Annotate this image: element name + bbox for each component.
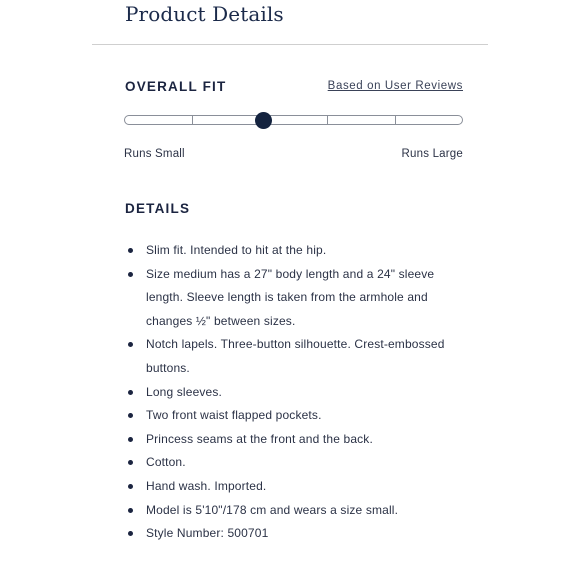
title-divider [92,44,488,45]
details-list-item [128,239,468,263]
details-heading: DETAILS [125,201,191,216]
bullet-icon [128,248,133,253]
details-item-text: Style Number: 500701 [146,526,269,541]
details-list-item [128,475,468,499]
bullet-icon [128,508,133,513]
fit-scale-track [124,115,463,125]
fit-scale-tick [327,116,328,124]
bullet-icon [128,272,133,277]
bullet-icon [128,531,133,536]
bullet-icon [128,413,133,418]
details-item-text: Notch lapels. Three-button silhouette. Crest-embossed buttons. [146,337,445,375]
details-list [128,239,468,546]
details-list-item [128,333,468,380]
details-list-item [128,428,468,452]
details-list-item [128,263,468,334]
page-title: Product Details [125,2,284,26]
details-item-text: Model is 5'10"/178 cm and wears a size small. [146,502,399,517]
bullet-icon [128,437,133,442]
bullet-icon [128,460,133,465]
details-item-text: Princess seams at the front and the back. [146,431,373,446]
bullet-icon [128,342,133,347]
fit-scale-tick [192,116,193,124]
details-item-text: Slim fit. Intended to hit at the hip. [146,243,327,257]
fit-scale-marker [255,112,272,129]
bullet-icon [128,484,133,489]
details-item-text: Long sleeves. [146,384,223,399]
details-item-text: Cotton. [146,455,186,470]
runs-small-label: Runs Small [124,148,185,160]
bullet-icon [128,390,133,395]
details-item-text: Two front waist flapped pockets. [146,408,322,423]
details-list-item [128,381,468,405]
details-item-text: Hand wash. Imported. [146,478,267,493]
overall-fit-heading: OVERALL FIT [125,79,227,94]
details-list-item [128,404,468,428]
details-list-item [128,451,468,475]
details-item-text: Size medium has a 27" body length and a 24" sleeve length. Sleeve length is taken from the armhole and changes ½" between sizes. [146,266,435,328]
details-list-item [128,522,468,546]
runs-large-label: Runs Large [401,148,463,160]
details-list-item [128,499,468,523]
user-reviews-link[interactable]: Based on User Reviews [327,80,463,92]
fit-scale-tick [395,116,396,124]
